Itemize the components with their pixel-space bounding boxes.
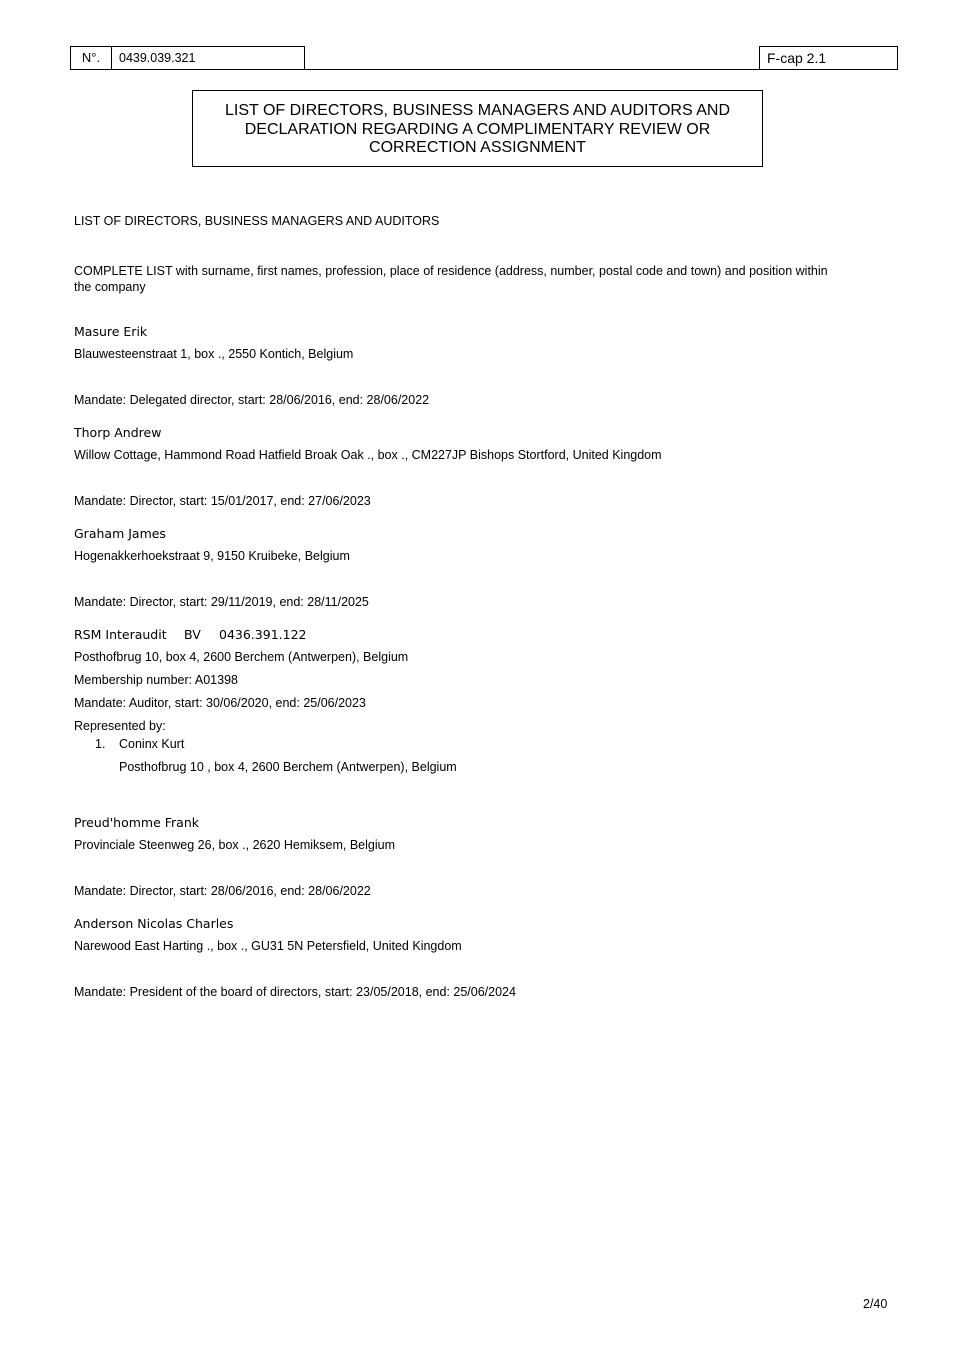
auditor-address: Posthofbrug 10, box 4, 2600 Berchem (Antwerpen), Belgium [74,650,409,664]
director-name: Preud'homme Frank [74,815,199,830]
director-name: Graham James [74,526,166,541]
title-line: CORRECTION ASSIGNMENT [369,139,586,156]
director-address: Narewood East Harting ., box ., GU31 5N Petersfield, United Kingdom [74,939,462,953]
auditor-mandate: Mandate: Auditor, start: 30/06/2020, end: 25/06/2023 [74,696,366,710]
representative-address: Posthofbrug 10 , box 4, 2600 Berchem (Antwerpen), Belgium [119,760,457,774]
director-address: Provinciale Steenweg 26, box ., 2620 Hemiksem, Belgium [74,838,395,852]
form-code-cell: F-cap 2.1 [759,46,898,70]
director-mandate: Mandate: Delegated director, start: 28/06/2016, end: 28/06/2022 [74,393,430,407]
header-divider [304,69,760,70]
director-name: Thorp Andrew [74,425,162,440]
company-number-cell: 0439.039.321 [111,46,305,70]
title-line: LIST OF DIRECTORS, BUSINESS MANAGERS AND AUDITORS AND [225,102,730,119]
director-address: Blauwesteenstraat 1, box ., 2550 Kontich, Belgium [74,347,354,361]
auditor-name: RSM Interaudit [74,627,167,642]
page-number: 2/40 [863,1297,888,1311]
representative-index: 1. [95,737,106,751]
number-label-cell: N°. [70,46,112,70]
director-name: Anderson Nicolas Charles [74,916,234,931]
director-address: Hogenakkerhoekstraat 9, 9150 Kruibeke, Belgium [74,549,350,563]
auditor-membership-number: Membership number: A01398 [74,673,238,687]
represented-by-label: Represented by: [74,719,166,733]
director-name: Masure Erik [74,324,148,339]
director-mandate: Mandate: Director, start: 28/06/2016, end: 28/06/2022 [74,884,371,898]
auditor-legal-form: BV [184,627,201,642]
document-title-box [192,90,763,167]
director-address: Willow Cottage, Hammond Road Hatfield Broak Oak ., box ., CM227JP Bishops Stortford, United Kingdom [74,448,662,462]
document-title [193,102,762,158]
director-mandate: Mandate: Director, start: 29/11/2019, end: 28/11/2025 [74,595,369,609]
title-line: DECLARATION REGARDING A COMPLIMENTARY REVIEW OR [244,120,711,138]
auditor-company-number: 0436.391.122 [219,627,307,642]
director-mandate: Mandate: President of the board of directors, start: 23/05/2018, end: 25/06/2024 [74,985,516,999]
section-heading: LIST OF DIRECTORS, BUSINESS MANAGERS AND AUDITORS [74,214,440,228]
representative-name: Coninx Kurt [119,737,185,751]
complete-list-description: COMPLETE LIST with surname, first names, profession, place of residence (address, number, postal code and town) and position within the company [74,264,828,294]
director-mandate: Mandate: Director, start: 15/01/2017, end: 27/06/2023 [74,494,371,508]
